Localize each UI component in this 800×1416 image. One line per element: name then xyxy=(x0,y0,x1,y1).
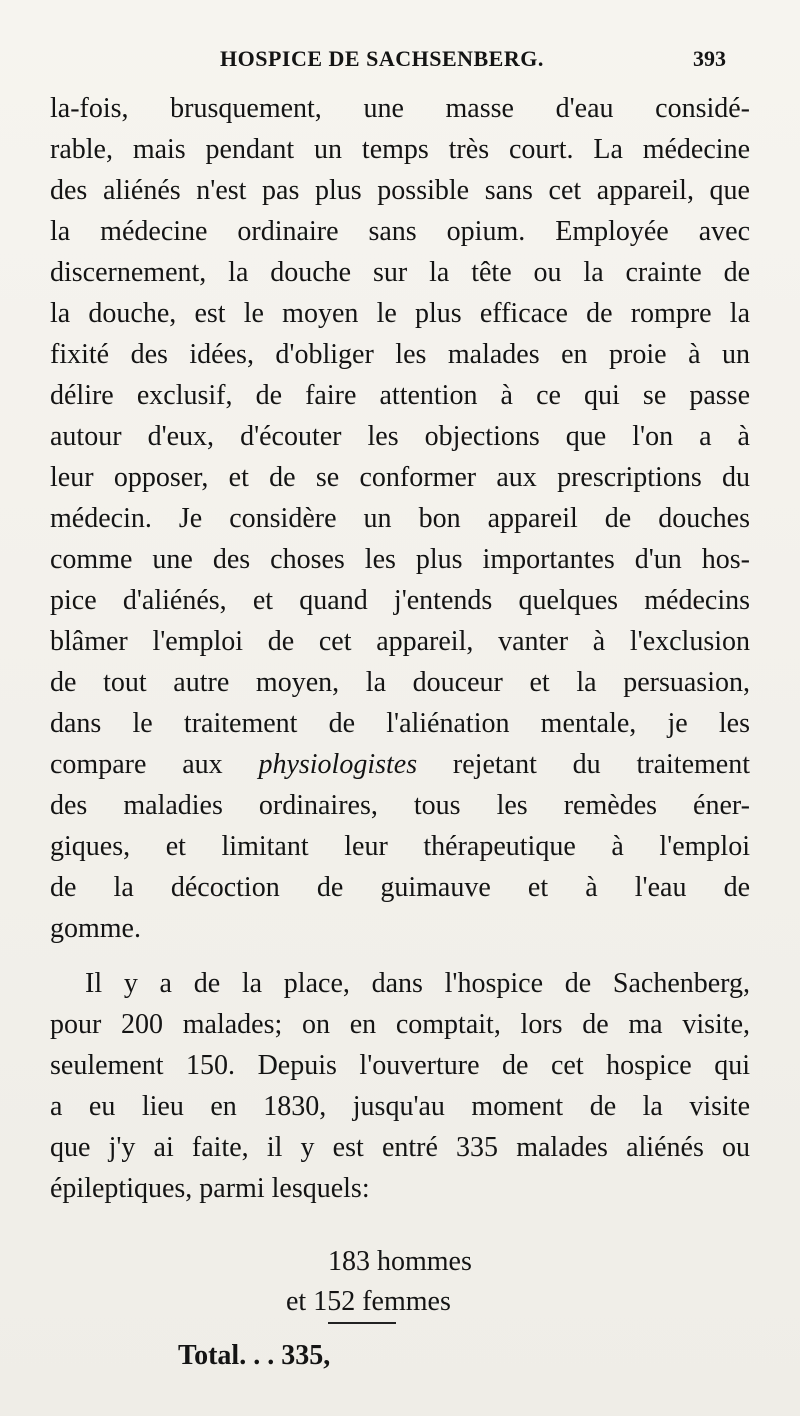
running-head: HOSPICE DE SACHSENBERG. xyxy=(220,46,544,71)
text-line: pour 200 malades; on en comptait, lors de ma visite, xyxy=(50,1009,750,1040)
text-line: seulement 150. Depuis l'ouverture de cet hospice qui xyxy=(50,1050,750,1081)
text-line: a eu lieu en 1830, jusqu'au moment de la visite xyxy=(50,1091,750,1122)
text-fragment: rejetant du traitement xyxy=(417,749,750,780)
text-line: gomme. xyxy=(50,913,141,944)
text-line: de la décoction de guimauve et à l'eau de xyxy=(50,872,750,903)
text-line: de tout autre moyen, la douceur et la persuasion, xyxy=(50,667,750,698)
text-line: leur opposer, et de se conformer aux prescriptions du xyxy=(50,462,750,493)
page-header xyxy=(0,40,800,80)
text-fragment: compare aux xyxy=(50,749,259,780)
text-line: fixité des idées, d'obliger les malades en proie à un xyxy=(50,339,750,370)
text-line: la médecine ordinaire sans opium. Employée avec xyxy=(50,216,750,247)
text-line: la douche, est le moyen le plus efficace de rompre la xyxy=(50,298,750,329)
text-line: pice d'aliénés, et quand j'entends quelques médecins xyxy=(50,585,750,616)
tally-total: Total. . . 335, xyxy=(178,1340,331,1371)
italic-word: physiologistes xyxy=(258,749,418,780)
text-line: giques, et limitant leur thérapeutique à l'emploi xyxy=(50,831,750,862)
sum-rule xyxy=(328,1322,396,1324)
paragraph-2 xyxy=(50,963,750,1209)
text-line: médecin. Je considère un bon appareil de douches xyxy=(50,503,750,534)
tally-women: et 152 femmes xyxy=(286,1286,451,1317)
text-line: comme une des choses les plus importantes d'un hos- xyxy=(50,544,750,575)
paragraph-1 xyxy=(50,88,750,744)
text-line: autour d'eux, d'écouter les objections que l'on a à xyxy=(50,421,750,452)
text-line: blâmer l'emploi de cet appareil, vanter à l'exclusion xyxy=(50,626,750,657)
text-line: des maladies ordinaires, tous les remèdes éner- xyxy=(50,790,750,821)
body-text xyxy=(50,88,750,1209)
text-line: la-fois, brusquement, une masse d'eau considé- xyxy=(50,93,750,124)
tally-men: 183 hommes xyxy=(328,1246,472,1277)
text-line: que j'y ai faite, il y est entré 335 malades aliénés ou xyxy=(50,1132,750,1163)
text-line: discernement, la douche sur la tête ou la crainte de xyxy=(50,257,750,288)
text-line: délire exclusif, de faire attention à ce qui se passe xyxy=(50,380,750,411)
text-line: Il y a de la place, dans l'hospice de Sachenberg, xyxy=(85,968,750,999)
page-number: 393 xyxy=(693,46,726,71)
paragraph-1-end xyxy=(50,785,750,949)
text-line: rable, mais pendant un temps très court. La médecine xyxy=(50,134,750,165)
text-line: dans le traitement de l'aliénation mentale, je les xyxy=(50,708,750,739)
text-line: épileptiques, parmi lesquels: xyxy=(50,1173,370,1204)
text-line: des aliénés n'est pas plus possible sans cet appareil, que xyxy=(50,175,750,206)
text-line xyxy=(50,744,750,785)
